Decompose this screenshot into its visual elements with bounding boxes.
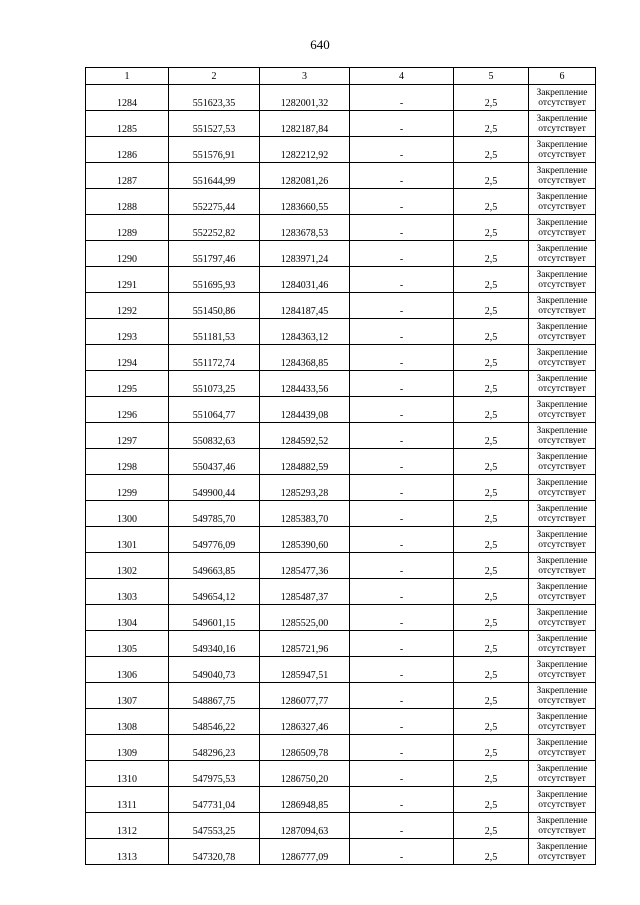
point-number-cell: 1304 [86,605,169,631]
table-row [86,631,596,657]
marker-cell: - [350,215,454,241]
marker-cell: - [350,423,454,449]
point-number-cell: 1300 [86,501,169,527]
table-row [86,449,596,475]
point-number-cell: 1292 [86,293,169,319]
point-number-cell: 1291 [86,267,169,293]
point-number-cell: 1303 [86,579,169,605]
x-coordinate-cell: 550437,46 [169,449,260,475]
accuracy-cell: 2,5 [454,553,529,579]
y-coordinate-cell: 1283971,24 [260,241,350,267]
table-row [86,657,596,683]
table-row [86,475,596,501]
point-number-cell: 1313 [86,839,169,865]
fixation-note-cell: Закрепление отсутствует [529,787,596,813]
coordinates-table [85,67,596,865]
marker-cell: - [350,189,454,215]
accuracy-cell: 2,5 [454,397,529,423]
fixation-note-cell: Закрепление отсутствует [529,631,596,657]
accuracy-cell: 2,5 [454,345,529,371]
marker-cell: - [350,657,454,683]
marker-cell: - [350,605,454,631]
x-coordinate-cell: 548296,23 [169,735,260,761]
x-coordinate-cell: 551623,35 [169,85,260,111]
y-coordinate-cell: 1282001,32 [260,85,350,111]
accuracy-cell: 2,5 [454,371,529,397]
marker-cell: - [350,111,454,137]
accuracy-cell: 2,5 [454,189,529,215]
marker-cell: - [350,371,454,397]
x-coordinate-cell: 551450,86 [169,293,260,319]
point-number-cell: 1285 [86,111,169,137]
column-header: 1 [86,68,169,85]
x-coordinate-cell: 551797,46 [169,241,260,267]
fixation-note-cell: Закрепление отсутствует [529,345,596,371]
marker-cell: - [350,683,454,709]
marker-cell: - [350,267,454,293]
y-coordinate-cell: 1282212,92 [260,137,350,163]
x-coordinate-cell: 549040,73 [169,657,260,683]
fixation-note-cell: Закрепление отсутствует [529,111,596,137]
accuracy-cell: 2,5 [454,267,529,293]
table-row [86,709,596,735]
y-coordinate-cell: 1285390,60 [260,527,350,553]
table-row [86,397,596,423]
point-number-cell: 1311 [86,787,169,813]
column-header: 5 [454,68,529,85]
point-number-cell: 1307 [86,683,169,709]
fixation-note-cell: Закрепление отсутствует [529,371,596,397]
table-row [86,163,596,189]
point-number-cell: 1286 [86,137,169,163]
fixation-note-cell: Закрепление отсутствует [529,657,596,683]
x-coordinate-cell: 551527,53 [169,111,260,137]
accuracy-cell: 2,5 [454,293,529,319]
y-coordinate-cell: 1283660,55 [260,189,350,215]
accuracy-cell: 2,5 [454,423,529,449]
accuracy-cell: 2,5 [454,501,529,527]
table-row [86,839,596,865]
table-row [86,371,596,397]
x-coordinate-cell: 549654,12 [169,579,260,605]
table-row [86,813,596,839]
point-number-cell: 1312 [86,813,169,839]
x-coordinate-cell: 549601,15 [169,605,260,631]
table-body [86,85,596,865]
x-coordinate-cell: 551073,25 [169,371,260,397]
accuracy-cell: 2,5 [454,449,529,475]
marker-cell: - [350,137,454,163]
column-header: 2 [169,68,260,85]
x-coordinate-cell: 551181,53 [169,319,260,345]
point-number-cell: 1301 [86,527,169,553]
marker-cell: - [350,241,454,267]
y-coordinate-cell: 1284187,45 [260,293,350,319]
fixation-note-cell: Закрепление отсутствует [529,553,596,579]
table-row [86,319,596,345]
fixation-note-cell: Закрепление отсутствует [529,397,596,423]
accuracy-cell: 2,5 [454,787,529,813]
y-coordinate-cell: 1284433,56 [260,371,350,397]
marker-cell: - [350,85,454,111]
marker-cell: - [350,839,454,865]
y-coordinate-cell: 1285293,28 [260,475,350,501]
y-coordinate-cell: 1286948,85 [260,787,350,813]
y-coordinate-cell: 1284439,08 [260,397,350,423]
accuracy-cell: 2,5 [454,761,529,787]
point-number-cell: 1297 [86,423,169,449]
fixation-note-cell: Закрепление отсутствует [529,709,596,735]
marker-cell: - [350,631,454,657]
y-coordinate-cell: 1286750,20 [260,761,350,787]
accuracy-cell: 2,5 [454,683,529,709]
x-coordinate-cell: 551644,99 [169,163,260,189]
x-coordinate-cell: 549340,16 [169,631,260,657]
table-row [86,683,596,709]
point-number-cell: 1293 [86,319,169,345]
y-coordinate-cell: 1284592,52 [260,423,350,449]
x-coordinate-cell: 551576,91 [169,137,260,163]
marker-cell: - [350,527,454,553]
fixation-note-cell: Закрепление отсутствует [529,683,596,709]
x-coordinate-cell: 547553,25 [169,813,260,839]
fixation-note-cell: Закрепление отсутствует [529,449,596,475]
accuracy-cell: 2,5 [454,839,529,865]
point-number-cell: 1308 [86,709,169,735]
marker-cell: - [350,553,454,579]
y-coordinate-cell: 1283678,53 [260,215,350,241]
table-row [86,423,596,449]
marker-cell: - [350,813,454,839]
y-coordinate-cell: 1285525,00 [260,605,350,631]
accuracy-cell: 2,5 [454,605,529,631]
table-row [86,761,596,787]
column-header: 4 [350,68,454,85]
table-row [86,579,596,605]
y-coordinate-cell: 1286777,09 [260,839,350,865]
x-coordinate-cell: 552252,82 [169,215,260,241]
marker-cell: - [350,761,454,787]
accuracy-cell: 2,5 [454,657,529,683]
y-coordinate-cell: 1286327,46 [260,709,350,735]
table-row [86,735,596,761]
marker-cell: - [350,787,454,813]
point-number-cell: 1298 [86,449,169,475]
fixation-note-cell: Закрепление отсутствует [529,163,596,189]
table-row [86,241,596,267]
table-row [86,345,596,371]
point-number-cell: 1309 [86,735,169,761]
fixation-note-cell: Закрепление отсутствует [529,605,596,631]
point-number-cell: 1287 [86,163,169,189]
x-coordinate-cell: 549900,44 [169,475,260,501]
fixation-note-cell: Закрепление отсутствует [529,137,596,163]
y-coordinate-cell: 1285383,70 [260,501,350,527]
x-coordinate-cell: 549776,09 [169,527,260,553]
fixation-note-cell: Закрепление отсутствует [529,215,596,241]
y-coordinate-cell: 1286509,78 [260,735,350,761]
fixation-note-cell: Закрепление отсутствует [529,475,596,501]
x-coordinate-cell: 549663,85 [169,553,260,579]
fixation-note-cell: Закрепление отсутствует [529,813,596,839]
table-row [86,553,596,579]
y-coordinate-cell: 1284882,59 [260,449,350,475]
x-coordinate-cell: 551172,74 [169,345,260,371]
x-coordinate-cell: 547731,04 [169,787,260,813]
accuracy-cell: 2,5 [454,111,529,137]
point-number-cell: 1310 [86,761,169,787]
fixation-note-cell: Закрепление отсутствует [529,189,596,215]
y-coordinate-cell: 1284368,85 [260,345,350,371]
point-number-cell: 1299 [86,475,169,501]
y-coordinate-cell: 1287094,63 [260,813,350,839]
table-row [86,111,596,137]
marker-cell: - [350,319,454,345]
x-coordinate-cell: 551064,77 [169,397,260,423]
fixation-note-cell: Закрепление отсутствует [529,319,596,345]
marker-cell: - [350,293,454,319]
marker-cell: - [350,449,454,475]
fixation-note-cell: Закрепление отсутствует [529,267,596,293]
accuracy-cell: 2,5 [454,735,529,761]
accuracy-cell: 2,5 [454,631,529,657]
page-number: 640 [310,37,330,52]
accuracy-cell: 2,5 [454,241,529,267]
accuracy-cell: 2,5 [454,709,529,735]
fixation-note-cell: Закрепление отсутствует [529,735,596,761]
point-number-cell: 1288 [86,189,169,215]
y-coordinate-cell: 1285947,51 [260,657,350,683]
point-number-cell: 1296 [86,397,169,423]
point-number-cell: 1294 [86,345,169,371]
y-coordinate-cell: 1285487,37 [260,579,350,605]
marker-cell: - [350,579,454,605]
accuracy-cell: 2,5 [454,527,529,553]
marker-cell: - [350,345,454,371]
marker-cell: - [350,163,454,189]
fixation-note-cell: Закрепление отсутствует [529,527,596,553]
x-coordinate-cell: 549785,70 [169,501,260,527]
y-coordinate-cell: 1282187,84 [260,111,350,137]
table-row [86,501,596,527]
table-row [86,787,596,813]
column-header: 6 [529,68,596,85]
point-number-cell: 1305 [86,631,169,657]
y-coordinate-cell: 1285721,96 [260,631,350,657]
table-row [86,267,596,293]
x-coordinate-cell: 548867,75 [169,683,260,709]
table-row [86,85,596,111]
marker-cell: - [350,709,454,735]
accuracy-cell: 2,5 [454,319,529,345]
x-coordinate-cell: 552275,44 [169,189,260,215]
fixation-note-cell: Закрепление отсутствует [529,293,596,319]
accuracy-cell: 2,5 [454,85,529,111]
x-coordinate-cell: 551695,93 [169,267,260,293]
accuracy-cell: 2,5 [454,163,529,189]
y-coordinate-cell: 1286077,77 [260,683,350,709]
table-header-row [86,68,596,85]
marker-cell: - [350,475,454,501]
table-row [86,605,596,631]
fixation-note-cell: Закрепление отсутствует [529,85,596,111]
point-number-cell: 1284 [86,85,169,111]
fixation-note-cell: Закрепление отсутствует [529,839,596,865]
table-row [86,137,596,163]
y-coordinate-cell: 1284363,12 [260,319,350,345]
x-coordinate-cell: 547975,53 [169,761,260,787]
accuracy-cell: 2,5 [454,215,529,241]
marker-cell: - [350,501,454,527]
table-row [86,189,596,215]
marker-cell: - [350,397,454,423]
y-coordinate-cell: 1284031,46 [260,267,350,293]
x-coordinate-cell: 548546,22 [169,709,260,735]
y-coordinate-cell: 1285477,36 [260,553,350,579]
point-number-cell: 1295 [86,371,169,397]
table-row [86,293,596,319]
column-header: 3 [260,68,350,85]
accuracy-cell: 2,5 [454,579,529,605]
fixation-note-cell: Закрепление отсутствует [529,761,596,787]
point-number-cell: 1289 [86,215,169,241]
fixation-note-cell: Закрепление отсутствует [529,579,596,605]
x-coordinate-cell: 547320,78 [169,839,260,865]
point-number-cell: 1306 [86,657,169,683]
y-coordinate-cell: 1282081,26 [260,163,350,189]
x-coordinate-cell: 550832,63 [169,423,260,449]
point-number-cell: 1302 [86,553,169,579]
accuracy-cell: 2,5 [454,475,529,501]
marker-cell: - [350,735,454,761]
point-number-cell: 1290 [86,241,169,267]
fixation-note-cell: Закрепление отсутствует [529,501,596,527]
accuracy-cell: 2,5 [454,813,529,839]
accuracy-cell: 2,5 [454,137,529,163]
fixation-note-cell: Закрепление отсутствует [529,241,596,267]
table-row [86,215,596,241]
fixation-note-cell: Закрепление отсутствует [529,423,596,449]
table-row [86,527,596,553]
